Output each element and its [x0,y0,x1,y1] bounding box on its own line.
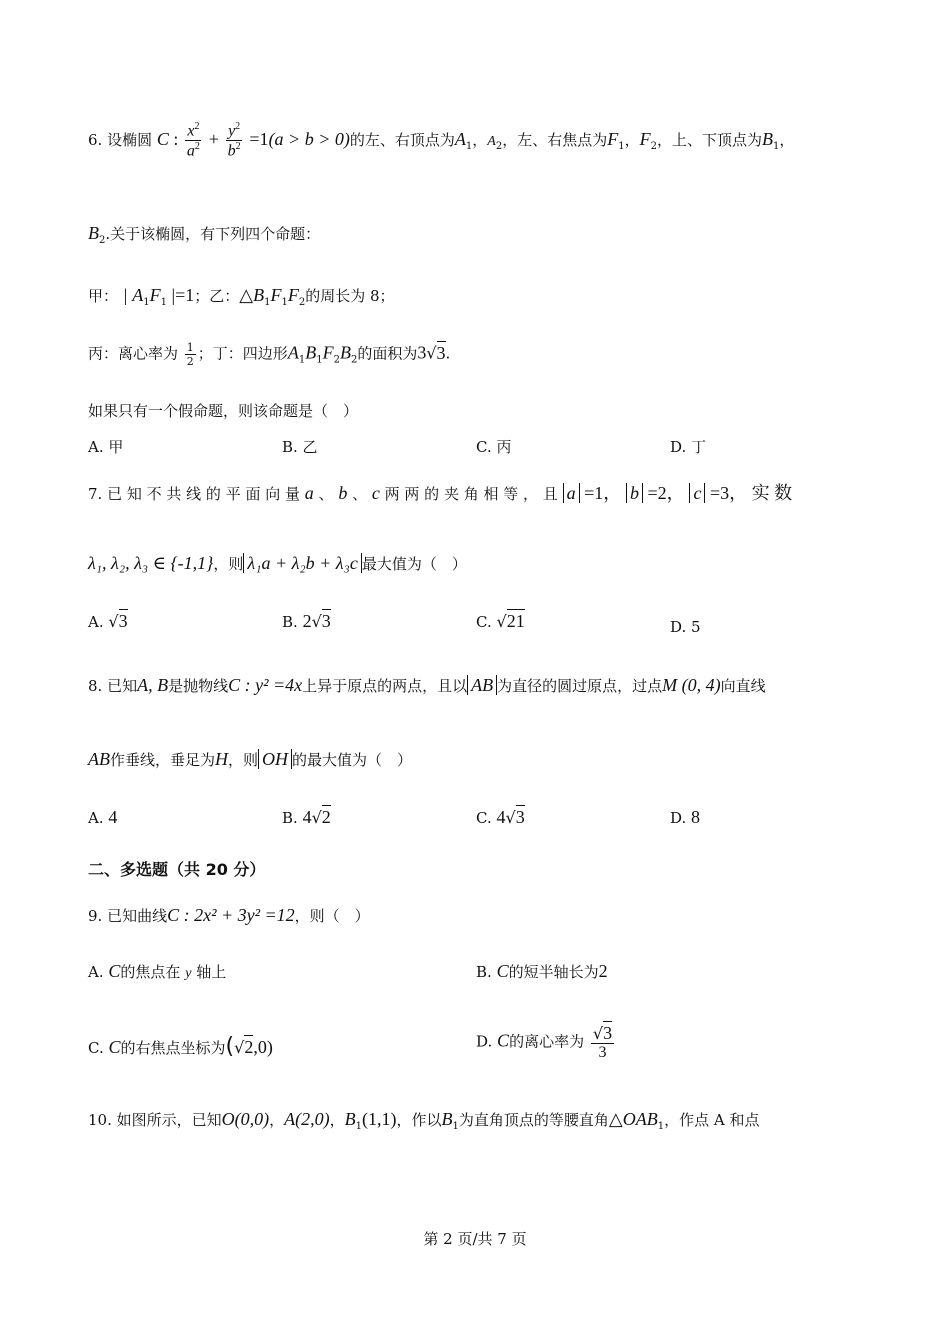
q7-then: ，则 [213,555,244,573]
q7-abs-b: b [626,483,643,503]
q6-A1: A [454,128,466,149]
q6-text3: ，上、下顶点为 [656,130,762,149]
q10-sep2: ， [329,1111,345,1129]
q6-sep1: ， [472,130,488,149]
q10-B1-coord: (1,1) [362,1109,397,1129]
q9-option-d: D. C的离心率为 $\frac{√3}{3}$ [476,1023,613,1061]
q6-ding-sep: ；丁：四边形 [197,344,288,363]
q6-ding-quad-B2: B [339,342,351,363]
q8-lead: 8. 已知 [88,677,138,695]
q6-jia-expr3: |=1 [167,285,195,305]
q6-eq-C: C [156,128,169,149]
q8-M: M (0, 4) [662,675,721,695]
q9-opt-d-frac: $\frac{√3}{3}$ [592,1023,613,1061]
q10-A: A(2,0) [284,1109,330,1129]
q6-F1: F [607,128,619,149]
q6-B1: B [761,128,773,149]
q8-option-b: B. 4√2 [282,807,331,827]
q9-option-b: B. C的短半轴长为2 [476,961,608,981]
sqrt-icon: √ [108,612,119,631]
q6-ask: 如果只有一个假命题，则该命题是（ ） [88,402,359,420]
q7-eq1: =1， [579,483,622,503]
q6-option-b: B. 乙 [282,438,318,456]
q7-text1: 两 两 的 夹 角 相 等 ， 且 [379,485,558,503]
q6-eq-cond: (a > b > 0) [268,128,350,149]
q6-option-a: A. 甲 [88,438,124,456]
q6-ding-quad-A: A [287,342,299,363]
q7-vec-b: b [338,483,348,503]
q7-dun2: 、 [347,485,372,503]
q6-text2: ，左、右焦点为 [502,130,608,149]
q6-stem-line2: $B_2$.关于该椭圆，有下列四个命题： [88,223,321,246]
q10-text3: ，作点 A 和点 [664,1111,760,1129]
q6-ding-quad-B: B [305,342,317,363]
q7-eq3: =3， 实 数 [705,483,793,503]
q8-AB: A, B [137,675,169,695]
q8-option-c: C. 4√3 [476,807,525,827]
q6-option-d: D. 丁 [670,438,707,456]
q7-vec-a: a [304,483,314,503]
q6-yi-sep: ；乙： [194,287,240,305]
q10-text2: 为直角顶点的等腰直角 [458,1111,609,1129]
q6-stem-line1: 6. 设椭圆 C : $\frac{x^2}{a^2}$ + $\frac{y^2}{b^2}$ =1(a > b > 0)的左、右顶点为$A_1$，$A_2$，左、右焦点为$F_1$，$F_2$，上、下顶点为$B_1$， [88,121,795,160]
q8-option-d: D. 8 [670,807,701,827]
q8-text3: 为直径的圆过原点，过点 [497,677,663,695]
q8-text7: 的最大值为（ ） [292,751,413,769]
q6-sep3: ， [779,130,795,149]
q7-ask: 最大值为（ ） [361,555,467,573]
q9-option-a: A. C的焦点在 y 轴上 [88,961,227,981]
q8-stem-line1 [88,676,766,694]
q8-eq: C : y² =4x [228,675,303,695]
q7-vec-c: c [371,483,380,503]
q6-jia-label: 甲： [88,287,119,305]
q6-ding-text: 的面积为 [357,344,418,363]
sqrt-icon: √ [234,1038,245,1057]
section-heading: 二、多选题（共 20 分） [88,860,266,879]
q7-lead: 7. 已 知 不 共 线 的 平 面 向 量 [88,485,300,503]
q7-stem-line2 [88,554,467,572]
sqrt-icon: √ [311,808,322,827]
q8-line2-AB: AB [88,749,110,769]
q8-text6: ，则 [228,751,259,769]
q6-jia-expr: | A [122,285,144,305]
q8-abs-AB: AB [467,675,497,695]
sqrt-icon: √ [426,343,437,363]
q6-text4: .关于该椭圆，有下列四个命题： [105,225,321,243]
q6-yi-F2: F [287,285,299,305]
q6-A2: A [487,133,496,149]
q7-abs-c: c [689,483,705,503]
page-footer: 第 2 页/共 7 页 [423,1230,527,1248]
q10-B1: B [344,1109,356,1129]
q7-option-b: B. 2√3 [282,611,331,631]
q8-text4: 向直线 [720,677,766,695]
q7-lambdas: λ₁, λ₂, λ₃ ∈ {-1,1} [88,553,214,573]
q8-text2: 上异于原点的两点，且以 [302,677,468,695]
q8-abs-OH: OH [258,749,292,769]
q6-bing-frac: $\frac{1}{2}$ [186,341,194,368]
q7-option-a: A. √3 [88,611,128,631]
q6-frac-x: $\frac{x^2}{a^2}$ [186,121,200,160]
q10-O: O(0,0) [221,1109,270,1129]
sqrt-icon: √ [592,1024,604,1043]
q9-stem [88,906,370,924]
q6-ding-val: 3 [417,342,427,363]
q8-stem-line2 [88,750,412,768]
q10-text1: ，作以 [396,1111,442,1129]
q6-propositions-bing-ding: 丙：离心率为 $\frac{1}{2}$ ；丁：四边形$A_1B_1F_2B_2$的面积为3√3. [88,341,451,368]
q7-eq2: =2， [643,483,685,503]
q6-eq-rhs: =1 [249,128,269,149]
q7-stem-line1 [88,484,792,502]
q9-ask: ，则（ ） [294,907,370,925]
q6-ding-quad-F: F [322,342,334,363]
q6-frac-y: $\frac{y^2}{b^2}$ [227,121,241,160]
sqrt-icon: √ [311,612,322,631]
q7-option-d: D. 5 [670,618,701,636]
q6-eq-colon: : [168,128,183,149]
q8-text1: 是抛物线 [168,677,229,695]
q6-lead: 6. 设椭圆 [88,130,153,149]
q6-ding-end: . [445,344,451,363]
q6-yi-tri: △B [239,285,265,305]
q6-bing-label: 丙：离心率为 [88,344,179,363]
q8-H: H [215,749,229,769]
sqrt-icon: √ [505,808,516,827]
q9-eq: C : 2x² + 3y² =12 [167,905,295,925]
q6-text1: 的左、右顶点为 [349,130,455,149]
q7-abs-a: a [563,483,580,503]
q7-option-c: C. √21 [476,611,525,631]
q6-ding-sqrt: 3 [436,342,446,363]
q8-text5: 作垂线，垂足为 [110,751,216,769]
q9-lead: 9. 已知曲线 [88,907,168,925]
q6-B2: B [88,223,99,243]
q10-tri: △OAB [608,1109,658,1129]
q6-option-c: C. 丙 [476,438,512,456]
q6-jia-expr2: F [149,285,161,305]
q10-lead: 10. 如图所示，已知 [88,1111,222,1129]
q7-dun1: 、 [313,485,339,503]
q10-B1b: B [441,1109,453,1129]
q6-yi-text: 的周长为 8； [305,287,395,305]
q6-propositions-jia-yi: 甲： | $A_1F_1$ |=1；乙：$\triangle B_1F_1F_2$的周长为 8； [88,285,395,308]
q6-F2: F [639,128,651,149]
q8-option-a: A. 4 [88,807,118,827]
q6-yi-F1: F [270,285,282,305]
q6-sep2: ， [624,130,640,149]
q7-expr: λ₁a + λ₂b + λ₃c [243,553,361,573]
q10-sep1: ， [269,1111,285,1129]
q10-stem: 10. 如图所示，已知O(0,0)，A(2,0)，$B_1(1,1)$，作以$B_1$为直角顶点的等腰直角$\triangle OAB_1$，作点 A 和点 [88,1109,760,1132]
sqrt-icon: √ [496,612,507,631]
q9-option-c: C. C的右焦点坐标为(√2,0) [88,1034,273,1059]
